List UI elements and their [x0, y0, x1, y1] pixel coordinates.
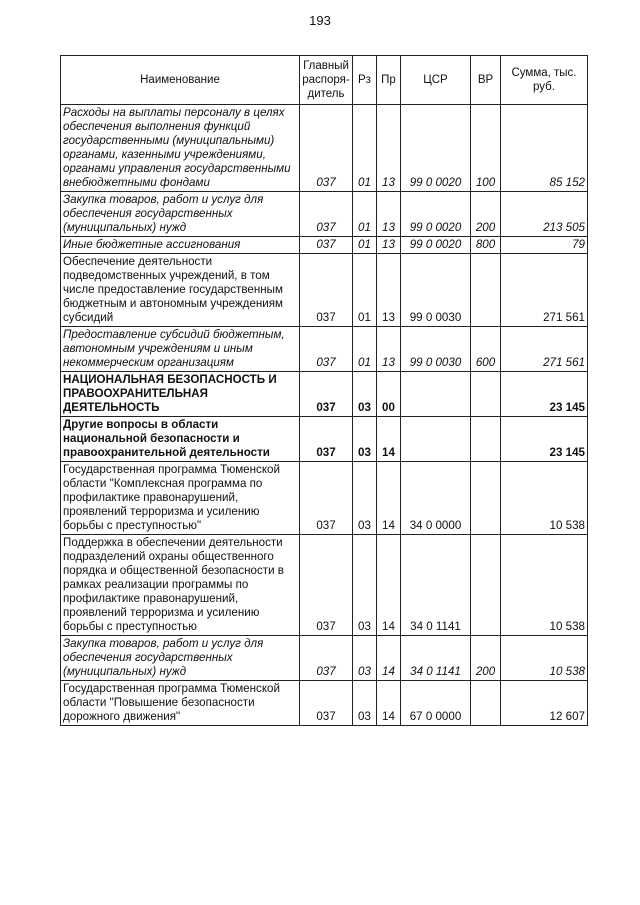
- cell-pr: 13: [377, 192, 401, 237]
- cell-name: Расходы на выплаты персоналу в целях обеспечения выполнения функций государственными (муниципальными) органами, казенными учреждениями, органами управления государственными внебюджетными фондами: [61, 105, 300, 192]
- cell-csr: 34 0 0000: [401, 462, 471, 535]
- cell-name: НАЦИОНАЛЬНАЯ БЕЗОПАСНОСТЬ И ПРАВООХРАНИТЕЛЬНАЯ ДЕЯТЕЛЬНОСТЬ: [61, 372, 300, 417]
- header-rz: Рз: [353, 56, 377, 105]
- table-body: [61, 105, 588, 726]
- cell-rz: 01: [353, 327, 377, 372]
- cell-pr: 14: [377, 535, 401, 636]
- cell-vr: [471, 681, 501, 726]
- cell-sum: 79: [501, 237, 588, 254]
- cell-csr: [401, 417, 471, 462]
- header-sum: Сумма, тыс. руб.: [501, 56, 588, 105]
- cell-vr: [471, 417, 501, 462]
- cell-sum: 10 538: [501, 535, 588, 636]
- cell-rz: 03: [353, 462, 377, 535]
- cell-vr: [471, 372, 501, 417]
- cell-admin: 037: [300, 105, 353, 192]
- cell-name: Поддержка в обеспечении деятельности подразделений охраны общественного порядка и общественной безопасности в рамках реализации программы по профилактике правонарушений, проявлений терроризма и усилению борьбы с преступностью: [61, 535, 300, 636]
- cell-pr: 13: [377, 327, 401, 372]
- cell-csr: 99 0 0020: [401, 192, 471, 237]
- table-row: [61, 636, 588, 681]
- cell-csr: 34 0 1141: [401, 636, 471, 681]
- cell-pr: 14: [377, 417, 401, 462]
- cell-vr: [471, 462, 501, 535]
- cell-admin: 037: [300, 372, 353, 417]
- cell-admin: 037: [300, 327, 353, 372]
- cell-rz: 03: [353, 417, 377, 462]
- cell-sum: 271 561: [501, 254, 588, 327]
- cell-sum: 23 145: [501, 417, 588, 462]
- cell-csr: 34 0 1141: [401, 535, 471, 636]
- header-name: Наименование: [61, 56, 300, 105]
- table-row: [61, 535, 588, 636]
- cell-admin: 037: [300, 192, 353, 237]
- cell-vr: 200: [471, 636, 501, 681]
- cell-name: Закупка товаров, работ и услуг для обеспечения государственных (муниципальных) нужд: [61, 192, 300, 237]
- cell-sum: 85 152: [501, 105, 588, 192]
- table-row: [61, 105, 588, 192]
- cell-csr: 99 0 0030: [401, 254, 471, 327]
- cell-rz: 03: [353, 372, 377, 417]
- cell-name: Закупка товаров, работ и услуг для обеспечения государственных (муниципальных) нужд: [61, 636, 300, 681]
- cell-name: Другие вопросы в области национальной безопасности и правоохранительной деятельности: [61, 417, 300, 462]
- cell-sum: 12 607: [501, 681, 588, 726]
- cell-csr: [401, 372, 471, 417]
- cell-pr: 00: [377, 372, 401, 417]
- cell-csr: 99 0 0020: [401, 105, 471, 192]
- table-row: [61, 417, 588, 462]
- cell-vr: 100: [471, 105, 501, 192]
- cell-name: Государственная программа Тюменской области "Комплексная программа по профилактике правонарушений, проявлений терроризма и усилению борьбы с преступностью": [61, 462, 300, 535]
- cell-name: Иные бюджетные ассигнования: [61, 237, 300, 254]
- cell-name: Государственная программа Тюменской области "Повышение безопасности дорожного движения": [61, 681, 300, 726]
- cell-sum: 213 505: [501, 192, 588, 237]
- cell-csr: 99 0 0030: [401, 327, 471, 372]
- table-row: [61, 192, 588, 237]
- header-vr: ВР: [471, 56, 501, 105]
- cell-sum: 271 561: [501, 327, 588, 372]
- cell-pr: 14: [377, 636, 401, 681]
- cell-rz: 01: [353, 254, 377, 327]
- cell-pr: 13: [377, 237, 401, 254]
- header-admin: Главный распоря-дитель: [300, 56, 353, 105]
- cell-admin: 037: [300, 681, 353, 726]
- cell-vr: 600: [471, 327, 501, 372]
- table-row: [61, 681, 588, 726]
- cell-vr: [471, 535, 501, 636]
- page-number: 193: [309, 13, 331, 28]
- cell-rz: 01: [353, 237, 377, 254]
- cell-admin: 037: [300, 254, 353, 327]
- cell-pr: 13: [377, 105, 401, 192]
- cell-name: Предоставление субсидий бюджетным, автономным учреждениям и иным некоммерческим организациям: [61, 327, 300, 372]
- cell-csr: 67 0 0000: [401, 681, 471, 726]
- cell-rz: 01: [353, 105, 377, 192]
- cell-pr: 13: [377, 254, 401, 327]
- cell-rz: 03: [353, 681, 377, 726]
- cell-admin: 037: [300, 417, 353, 462]
- table-row: [61, 327, 588, 372]
- cell-sum: 23 145: [501, 372, 588, 417]
- cell-vr: 200: [471, 192, 501, 237]
- cell-sum: 10 538: [501, 636, 588, 681]
- table-row: [61, 372, 588, 417]
- header-csr: ЦСР: [401, 56, 471, 105]
- cell-admin: 037: [300, 535, 353, 636]
- cell-admin: 037: [300, 636, 353, 681]
- cell-vr: [471, 254, 501, 327]
- cell-name: Обеспечение деятельности подведомственных учреждений, в том числе предоставление государственным бюджетным и автономным учреждениям субсидий: [61, 254, 300, 327]
- cell-admin: 037: [300, 237, 353, 254]
- cell-admin: 037: [300, 462, 353, 535]
- cell-vr: 800: [471, 237, 501, 254]
- table-row: [61, 237, 588, 254]
- cell-rz: 03: [353, 636, 377, 681]
- cell-csr: 99 0 0020: [401, 237, 471, 254]
- table-header-row: [61, 56, 588, 105]
- cell-pr: 14: [377, 681, 401, 726]
- cell-pr: 14: [377, 462, 401, 535]
- cell-rz: 01: [353, 192, 377, 237]
- header-pr: Пр: [377, 56, 401, 105]
- table-row: [61, 254, 588, 327]
- budget-table: [60, 55, 588, 726]
- table-row: [61, 462, 588, 535]
- cell-sum: 10 538: [501, 462, 588, 535]
- cell-rz: 03: [353, 535, 377, 636]
